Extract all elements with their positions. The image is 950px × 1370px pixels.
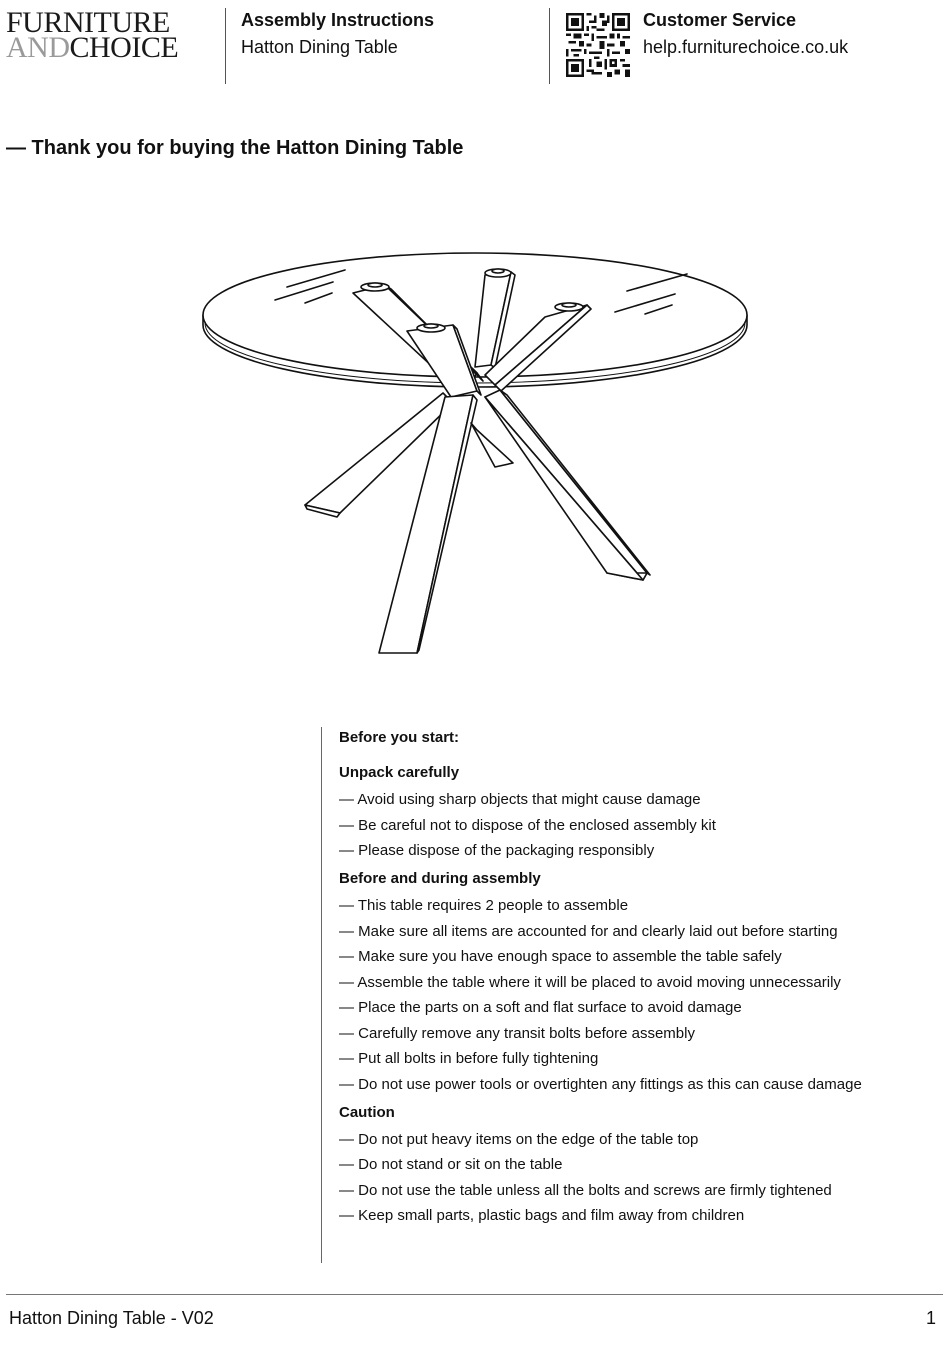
footer-page-number: 1 — [925, 1308, 936, 1328]
list-item: — Do not put heavy items on the edge of the table top — [339, 1130, 699, 1148]
table-leg-lower-right — [485, 390, 650, 580]
header-divider-right — [549, 8, 550, 84]
footer-divider — [6, 1294, 943, 1295]
footer-document-label: Hatton Dining Table - V02 — [9, 1308, 214, 1328]
list-item: — Avoid using sharp objects that might cause damage — [339, 791, 701, 808]
customer-service-title: Customer Service — [643, 10, 797, 30]
assembly-instructions-title: Assembly Instructions — [241, 10, 435, 30]
list-item: — Place the parts on a soft and flat surface to avoid damage — [339, 999, 742, 1016]
list-item: — Make sure you have enough space to assemble the table safely — [339, 948, 782, 965]
dining-table-illustration — [195, 225, 755, 665]
brand-logo — [6, 6, 206, 64]
logo-word-choice: CHOICE — [69, 31, 179, 64]
list-item: — Do not use the table unless all the bolts and screws are firmly tightened — [339, 1181, 832, 1199]
list-item: — Do not use power tools or overtighten any fittings as this can cause damage — [339, 1075, 862, 1093]
notes-section-unpack — [339, 763, 922, 861]
customer-service-url[interactable]: help.furniturechoice.co.uk — [643, 37, 849, 57]
list-item: — Put all bolts in before fully tightening — [339, 1050, 599, 1067]
list-item: — Do not stand or sit on the table — [339, 1156, 563, 1173]
list-item: — Carefully remove any transit bolts before assembly — [339, 1024, 695, 1042]
section-title: Before and during assembly — [339, 870, 541, 887]
customer-service-block — [643, 7, 848, 61]
section-title: Unpack carefully — [339, 764, 460, 781]
list-item: — Be careful not to dispose of the enclosed assembly kit — [339, 816, 716, 834]
notes-title: Before you start: — [339, 729, 460, 746]
logo-word-and: AND — [6, 31, 70, 64]
list-item: — Keep small parts, plastic bags and film away from children — [339, 1207, 745, 1224]
notes-section-caution — [339, 1103, 922, 1227]
logo-word-furniture: FURNITURE — [6, 6, 170, 39]
before-you-start-panel — [321, 727, 922, 1263]
list-item: — Assemble the table where it will be placed to avoid moving unnecessarily — [339, 973, 841, 991]
notes-section-assembly — [339, 869, 922, 1095]
logo-line-2 — [6, 31, 206, 64]
assembly-instructions-block — [241, 7, 434, 61]
list-item: — Make sure all items are accounted for and clearly laid out before starting — [339, 922, 838, 940]
header-divider-left — [225, 8, 226, 84]
page-headline: — Thank you for buying the Hatton Dining Table — [6, 137, 464, 159]
list-item: — This table requires 2 people to assemble — [339, 897, 629, 914]
section-title: Caution — [339, 1103, 395, 1121]
product-name: Hatton Dining Table — [241, 37, 398, 57]
list-item: — Please dispose of the packaging responsibly — [339, 842, 655, 859]
qr-code-icon — [566, 13, 630, 77]
